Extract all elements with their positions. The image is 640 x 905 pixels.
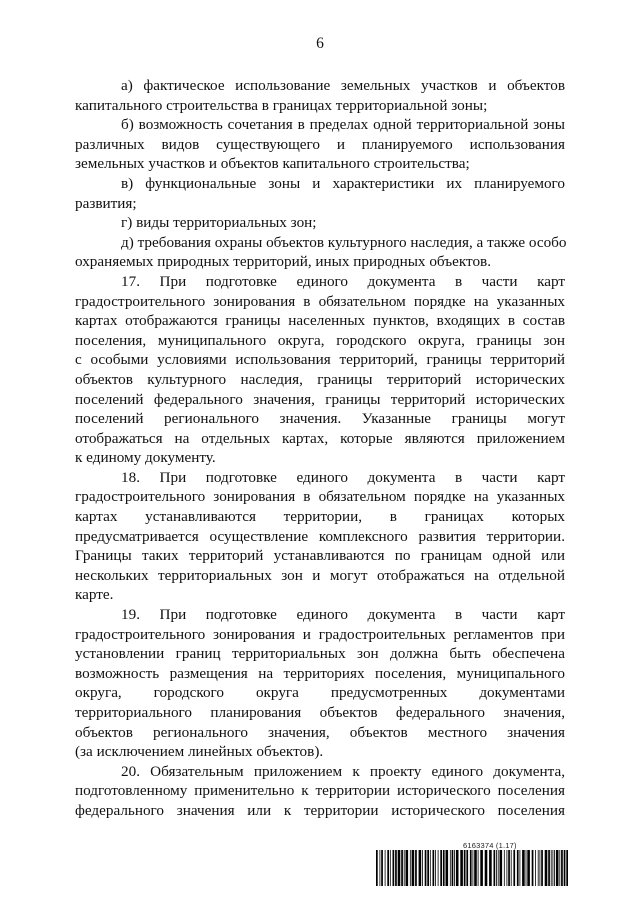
barcode-bar bbox=[395, 850, 397, 886]
barcode-bar bbox=[520, 850, 521, 886]
barcode-bar bbox=[406, 850, 409, 886]
paragraph bbox=[75, 174, 565, 213]
barcode-bar bbox=[559, 850, 560, 886]
text-line: градостроительного зонирования в обязательном порядке на указанных bbox=[75, 292, 565, 310]
text-line: в) функциональные зоны и характеристики их планируемого bbox=[121, 174, 565, 192]
barcode-bar bbox=[513, 850, 515, 886]
text-line: отображаться на отдельных картах, которые являются приложением bbox=[75, 429, 565, 447]
barcode-bar bbox=[381, 850, 383, 886]
barcode-bar bbox=[440, 850, 442, 886]
text-line: поселений регионального значения. Указанные границы могут bbox=[75, 410, 565, 428]
barcode-bar bbox=[553, 850, 554, 886]
barcode-bar bbox=[380, 850, 381, 886]
barcode-bar bbox=[485, 850, 488, 886]
barcode-bar bbox=[456, 850, 459, 886]
paragraph bbox=[75, 233, 565, 272]
paragraph bbox=[75, 272, 565, 468]
barcode-bar bbox=[526, 850, 527, 886]
barcode-bar bbox=[412, 850, 415, 886]
paragraph bbox=[75, 762, 565, 821]
barcode-bar bbox=[540, 850, 541, 886]
text-line: Границы таких территорий устанавливаются по границам одной или bbox=[75, 547, 565, 565]
barcode-bar bbox=[452, 850, 454, 886]
text-line: карте. bbox=[75, 586, 114, 604]
text-line: с особыми условиями использования территорий, границы территорий bbox=[75, 351, 565, 369]
barcode-bar bbox=[508, 850, 510, 886]
paragraph bbox=[75, 468, 565, 605]
barcode-bar bbox=[376, 850, 378, 886]
text-line: возможность размещения на территориях поселения, муниципального bbox=[75, 664, 565, 682]
page-number: 6 bbox=[316, 35, 324, 52]
barcode-bar bbox=[398, 850, 401, 886]
barcode-bar bbox=[446, 850, 449, 886]
barcode-bar bbox=[522, 850, 525, 886]
barcode-bar bbox=[527, 850, 530, 886]
barcode-bar bbox=[460, 850, 463, 886]
barcode-bar bbox=[548, 850, 550, 886]
barcode-bar bbox=[554, 850, 555, 886]
text-line: г) виды территориальных зон; bbox=[121, 214, 317, 232]
barcode-bar bbox=[489, 850, 492, 886]
barcode-bar bbox=[473, 850, 474, 886]
text-line: нескольких территориальных зон и могут отображаться на отдельной bbox=[75, 566, 565, 584]
text-line: капитального строительства в границах территориальной зоны; bbox=[75, 96, 488, 114]
barcode-bar bbox=[545, 850, 548, 886]
text-line: федерального значения или к территории исторического поселения bbox=[75, 801, 565, 819]
barcode-bar bbox=[474, 850, 477, 886]
text-line: 19. При подготовке единого документа в части карт bbox=[121, 606, 565, 624]
barcode-bar bbox=[541, 850, 543, 886]
text-line: 20. Обязательным приложением к проекту единого документа, bbox=[121, 762, 565, 780]
text-line: 18. При подготовке единого документа в части карт bbox=[121, 468, 565, 486]
barcode-bar bbox=[566, 850, 568, 886]
text-line: установлении границ территориальных зон должна быть обеспечена bbox=[75, 645, 565, 663]
barcode-bar bbox=[480, 850, 483, 886]
barcode-bar bbox=[466, 850, 468, 886]
barcode-icon bbox=[376, 850, 568, 886]
barcode-bar bbox=[425, 850, 427, 886]
barcode-bar bbox=[387, 850, 389, 886]
barcode-bar bbox=[433, 850, 435, 886]
barcode-bar bbox=[538, 850, 539, 886]
document-code: 6163374 (1.17) bbox=[463, 841, 517, 850]
barcode-bar bbox=[478, 850, 479, 886]
paragraph bbox=[75, 213, 565, 233]
text-line: подготовленному применительно к территории исторического поселения bbox=[75, 782, 565, 800]
barcode-bar bbox=[443, 850, 445, 886]
text-line: 17. При подготовке единого документа в части карт bbox=[121, 272, 565, 290]
text-line: поселений федерального значения, границы территорий исторических bbox=[75, 390, 565, 408]
barcode-bar bbox=[430, 850, 431, 886]
barcode-bar bbox=[419, 850, 422, 886]
barcode-bar bbox=[427, 850, 429, 886]
text-line: (за исключением линейных объектов). bbox=[75, 743, 324, 761]
barcode-bar bbox=[498, 850, 499, 886]
barcode-bar bbox=[517, 850, 519, 886]
barcode-bar bbox=[556, 850, 559, 886]
text-line: д) требования охраны объектов культурного наследия, а также особо bbox=[121, 233, 567, 251]
barcode-bar bbox=[500, 850, 503, 886]
paragraph bbox=[75, 76, 565, 115]
barcode-bar bbox=[561, 850, 563, 886]
text-line: картах отображаются границы населенных пунктов, входящих в состав bbox=[75, 312, 565, 330]
barcode-bar bbox=[438, 850, 439, 886]
text-line: развития; bbox=[75, 194, 137, 212]
text-line: округа, городского округа предусмотренных документами bbox=[75, 684, 565, 702]
text-line: б) возможность сочетания в пределах одной территориальной зоны bbox=[121, 116, 565, 134]
paragraph bbox=[75, 605, 565, 762]
barcode-bar bbox=[410, 850, 411, 886]
barcode-bar bbox=[551, 850, 552, 886]
barcode-bar bbox=[422, 850, 423, 886]
document-body bbox=[75, 76, 565, 821]
barcode-bar bbox=[494, 850, 496, 886]
barcode-bar bbox=[464, 850, 466, 886]
paragraph bbox=[75, 115, 565, 174]
text-line: охраняемых природных территорий, иных природных объектов. bbox=[75, 253, 492, 271]
text-line: объектов регионального значения, объектов местного значения bbox=[75, 723, 565, 741]
text-line: к единому документу. bbox=[75, 449, 216, 467]
barcode-bar bbox=[390, 850, 391, 886]
barcode-bar bbox=[504, 850, 505, 886]
text-line: поселения, муниципального округа, городского округа, границы зон bbox=[75, 331, 565, 349]
text-line: а) фактическое использование земельных участков и объектов bbox=[121, 77, 565, 94]
barcode-bar bbox=[496, 850, 497, 886]
barcode-bar bbox=[415, 850, 417, 886]
barcode-bar bbox=[450, 850, 451, 886]
barcode-bar bbox=[470, 850, 472, 886]
text-line: различных видов существующего и планируемого использования bbox=[75, 135, 565, 153]
text-line: градостроительного зонирования в обязательном порядке на указанных bbox=[75, 488, 565, 506]
barcode-bar bbox=[393, 850, 395, 886]
barcode-bar bbox=[535, 850, 536, 886]
text-line: градостроительного зонирования и градостроительных регламентов при bbox=[75, 625, 565, 643]
barcode-bar bbox=[511, 850, 512, 886]
barcode-bar bbox=[454, 850, 455, 886]
barcode-bar bbox=[385, 850, 386, 886]
text-line: объектов культурного наследия, границы территорий исторических bbox=[75, 370, 565, 388]
barcode-bar bbox=[435, 850, 436, 886]
text-line: картах устанавливаются территории, в границах которых bbox=[75, 508, 565, 526]
barcode-bar bbox=[404, 850, 405, 886]
text-line: земельных участков и объектов капитального строительства; bbox=[75, 155, 470, 173]
barcode-bar bbox=[507, 850, 508, 886]
barcode-bar bbox=[564, 850, 566, 886]
barcode-bar bbox=[401, 850, 403, 886]
text-line: территориального планирования объектов федерального значения, bbox=[75, 704, 565, 721]
barcode-bar bbox=[532, 850, 534, 886]
text-line: предусматривается осуществление комплексного развития территории. bbox=[75, 527, 565, 545]
